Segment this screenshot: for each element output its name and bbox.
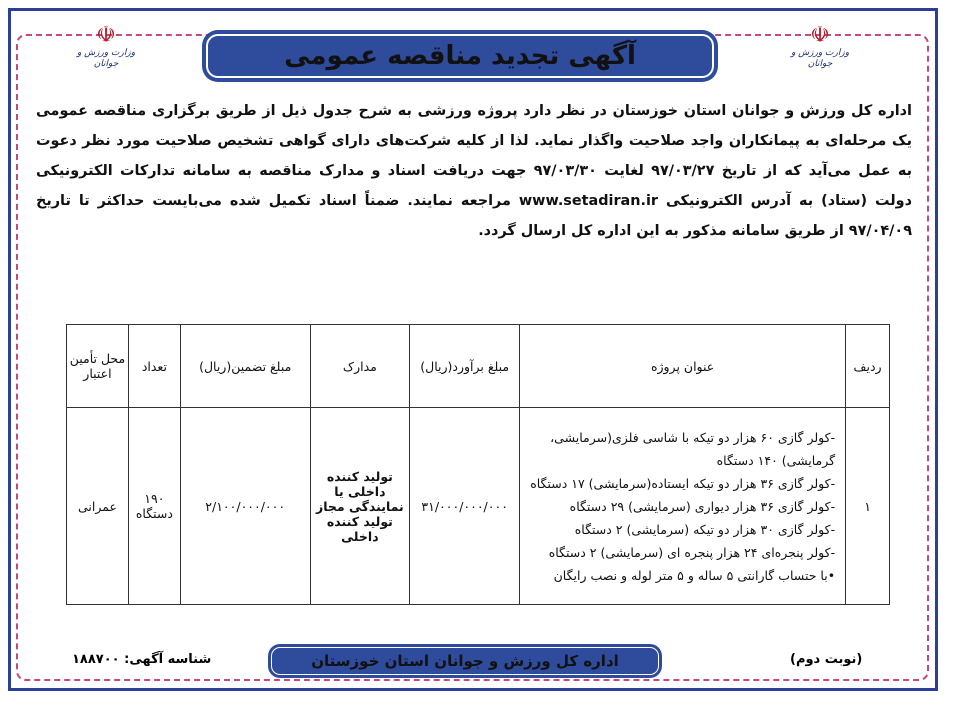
table-header-row — [67, 325, 890, 408]
logo-right-text: وزارت ورزش و جوانان — [790, 48, 850, 69]
header-row-number: ردیف — [846, 325, 890, 408]
header-estimate: مبلغ برآورد(ریال) — [410, 325, 520, 408]
header-project-title: عنوان پروژه — [520, 325, 846, 408]
paragraph-part2: مراجعه نمایند. ضمناً اسناد تکمیل شده می‌بایست حداکثر تا تاریخ ۹۷/۰۴/۰۹ از طریق سامانه مذکور به این اداره کل ارسال گردد. — [36, 193, 912, 239]
cell-project-title — [520, 408, 846, 605]
paragraph-part1: اداره کل ورزش و جوانان استان خوزستان در نظر دارد پروژه ورزشی به شرح جدول ذیل از طریق برگزاری مناقصه عمومی یک مرحله‌ای به پیمانکاران واجد صلاحیت واگذار نماید. لذا از کلیه شرکت‌های دارای گواهی تشخیص صلاحیت مورد نظر دعوت به عمل می‌آید که از تاریخ ۹۷/۰۳/۲۷ لغایت ۹۷/۰۳/۳۰ جهت دریافت اسناد و مدارک مناقصه به سامانه تدارکات الکترونیکی دولت (ستاد) به آدرس الکترونیکی — [36, 103, 913, 209]
emblem-icon: ☫ — [810, 23, 830, 48]
project-line: -کولر گازی ۳۶ هزار دیواری (سرمایشی) ۲۹ دستگاه — [569, 498, 836, 514]
project-line: •با حتساب گارانتی ۵ ساله و ۵ متر لوله و نصب رایگان — [553, 567, 836, 583]
header-count: تعداد — [128, 325, 180, 408]
turn-label: (نوبت دوم) — [790, 652, 863, 667]
header-guarantee: مبلغ تضمین(ریال) — [180, 325, 310, 408]
ministry-logo-left — [66, 24, 146, 86]
emblem-icon: ☫ — [96, 23, 116, 48]
tender-table — [66, 324, 890, 605]
project-line: -کولر گازی ۳۶ هزار دو تیکه ایستاده(سرمایشی) ۱۷ دستگاه — [530, 475, 836, 491]
notice-paragraph — [36, 96, 912, 246]
ministry-logo-right — [780, 24, 860, 86]
table-row — [67, 408, 890, 605]
cell-documents: تولید کننده داخلی یا نمایندگی مجاز تولید کننده داخلی — [310, 408, 410, 605]
page-title: آگهی تجدید مناقصه عمومی — [206, 34, 714, 78]
header-documents: مدارک — [310, 325, 410, 408]
project-line: گرمایشی) ۱۴۰ دستگاه — [716, 452, 836, 468]
title-banner — [202, 30, 718, 82]
setad-url-link[interactable]: www.setadiran.ir — [518, 193, 658, 209]
footer-org-name: اداره کل ورزش و جوانان استان خوزستان — [271, 647, 659, 675]
footer-banner — [268, 644, 662, 678]
cell-count: ۱۹۰ دستگاه — [128, 408, 180, 605]
logo-left-text: وزارت ورزش و جوانان — [76, 48, 136, 69]
cell-funding-source: عمرانی — [67, 408, 129, 605]
project-line: -کولر گازی ۳۰ هزار دو تیکه (سرمایشی) ۲ دستگاه — [574, 521, 836, 537]
project-line: -کولر گازی ۶۰ هزار دو تیکه با شاسی فلزی(سرمایشی، — [550, 429, 836, 445]
cell-guarantee: ۲/۱۰۰/۰۰۰/۰۰۰ — [180, 408, 310, 605]
ad-identifier: شناسه آگهی: ۱۸۸۷۰۰ — [72, 652, 212, 667]
cell-row-number: ۱ — [846, 408, 890, 605]
header-funding-source: محل تأمین اعتبار — [67, 325, 129, 408]
cell-estimate: ۳۱/۰۰۰/۰۰۰/۰۰۰ — [410, 408, 520, 605]
project-line: -کولر پنجره‌ای ۲۴ هزار پنجره ای (سرمایشی) ۲ دستگاه — [548, 544, 836, 560]
